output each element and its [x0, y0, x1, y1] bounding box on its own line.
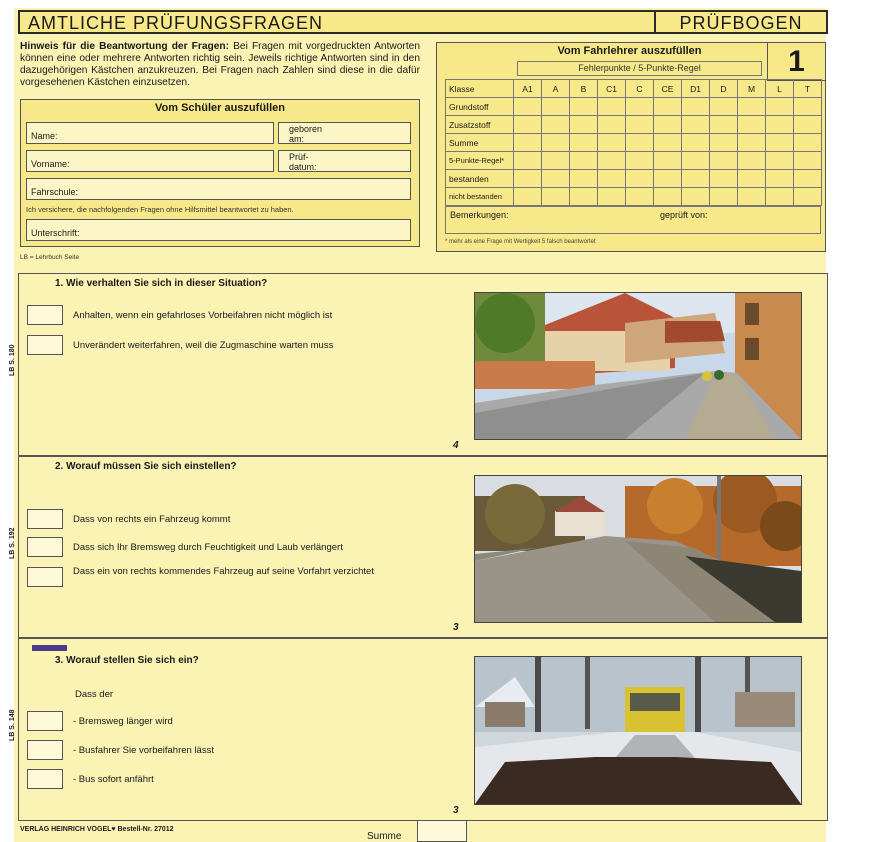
autumn-road-image — [475, 476, 801, 622]
snowy-bus-image — [475, 657, 801, 804]
rule-footnote: * mehr als eine Frage mit Wertigkeit 5 falsch beantwortet — [445, 239, 596, 245]
answer-text: Dass von rechts ein Fahrzeug kommt — [73, 514, 231, 525]
table-header-cell: Klasse — [446, 80, 514, 98]
table-header-cell: M — [738, 80, 766, 98]
birthdate-field[interactable] — [278, 122, 411, 144]
answer-text: - Bremsweg länger wird — [73, 716, 173, 727]
sum-label: Summe — [367, 831, 402, 842]
assurance-text: Ich versichere, die nachfolgenden Fragen ohne Hilfsmittel beantwortet zu haben. — [26, 205, 294, 214]
answer-checkbox[interactable] — [27, 537, 63, 557]
error-points-heading: Fehlerpunkte / 5-Punkte-Regel — [517, 61, 762, 76]
table-row — [446, 116, 822, 134]
table-header-cell: D — [710, 80, 738, 98]
instructions-heading: Hinweis für die Beantwortung der Fragen: — [20, 41, 230, 52]
table-header-cell: T — [794, 80, 822, 98]
answer-checkbox[interactable] — [27, 740, 63, 760]
table-header-row — [446, 80, 822, 98]
section-marker — [32, 645, 67, 651]
signature-label: Unterschrift: — [31, 228, 80, 238]
question-title: 1. Wie verhalten Sie sich in dieser Situation? — [55, 278, 268, 289]
firstname-field[interactable] — [26, 150, 274, 172]
name-label: Name: — [31, 131, 58, 141]
lb-page-ref: LB S. 192 — [9, 527, 16, 559]
question-1 — [9, 273, 828, 456]
teacher-section-heading: Vom Fahrlehrer auszufüllen — [557, 45, 702, 57]
table-header-cell: B — [570, 80, 598, 98]
row-label: Zusatzstoff — [446, 116, 514, 134]
grading-table — [445, 79, 822, 206]
table-header-cell: L — [766, 80, 794, 98]
answer-text: Dass ein von rechts kommendes Fahrzeug auf seine Vorfahrt verzichtet — [73, 566, 374, 577]
sheet-type-label: PRÜFBOGEN — [654, 12, 826, 32]
answer-text: - Busfahrer Sie vorbeifahren lässt — [73, 745, 214, 756]
remarks-field[interactable] — [445, 206, 821, 234]
publisher-imprint: VERLAG HEINRICH VOGEL♥ Bestell-Nr. 27012 — [20, 826, 174, 833]
answer-text: Unverändert weiterfahren, weil die Zugmaschine warten muss — [73, 340, 334, 351]
firstname-label: Vorname: — [31, 159, 70, 169]
name-field[interactable] — [26, 122, 274, 144]
exam-date-label: Prüf- datum: — [289, 152, 317, 172]
row-label: nicht bestanden — [446, 188, 514, 206]
driving-school-label: Fahrschule: — [31, 187, 79, 197]
answer-checkbox[interactable] — [27, 509, 63, 529]
student-section-heading: Vom Schüler auszufüllen — [155, 102, 285, 114]
teacher-section — [436, 42, 826, 252]
question-title: 2. Worauf müssen Sie sich einstellen? — [55, 461, 237, 472]
lb-note: LB = Lehrbuch Seite — [20, 254, 80, 261]
instructions — [20, 41, 420, 89]
row-label: Grundstoff — [446, 98, 514, 116]
table-header-cell: C — [626, 80, 654, 98]
village-street-image — [475, 293, 801, 439]
table-header-cell: A1 — [514, 80, 542, 98]
answer-checkbox[interactable] — [27, 335, 63, 355]
exam-date-field[interactable] — [278, 150, 411, 172]
question-points: 3 — [453, 622, 459, 633]
page-header — [18, 10, 828, 34]
table-header-cell: A — [542, 80, 570, 98]
table-header-cell: CE — [654, 80, 682, 98]
checked-by-label: geprüft von: — [660, 210, 708, 220]
instructions-text: Bei Fragen mit vorgedruckten Antworten können eine oder mehrere Antworten richtig sein. Jeweils richtige Antworten sind in den dazugehörigen Kästchen anzukreuzen. Bei Fragen nach Zahlen sind diese in die dafür vorgesehenen Kästchen einzusetzen. — [20, 41, 420, 88]
question-3 — [9, 638, 828, 821]
answer-text: Dass sich Ihr Bremsweg durch Feuchtigkeit und Laub verlängert — [73, 542, 343, 553]
page-title: AMTLICHE PRÜFUNGSFRAGEN — [28, 13, 324, 33]
lb-page-ref: LB S. 180 — [9, 344, 16, 376]
question-points: 4 — [453, 440, 459, 451]
situation-photo-autumn-road — [474, 475, 802, 623]
question-points: 3 — [453, 805, 459, 816]
signature-field[interactable] — [26, 219, 411, 241]
answer-text: - Bus sofort anfährt — [73, 774, 154, 785]
answer-checkbox[interactable] — [27, 567, 63, 587]
answer-checkbox[interactable] — [27, 769, 63, 789]
birthdate-label: geboren am: — [289, 124, 323, 144]
sum-input-box[interactable] — [417, 820, 467, 842]
student-section — [20, 99, 420, 247]
question-2 — [9, 456, 828, 638]
answer-checkbox[interactable] — [27, 305, 63, 325]
driving-school-field[interactable] — [26, 178, 411, 200]
situation-photo-village-street — [474, 292, 802, 440]
answer-text: Anhalten, wenn ein gefahrloses Vorbeifahren nicht möglich ist — [73, 310, 333, 321]
table-row — [446, 170, 822, 188]
situation-photo-snowy-bus — [474, 656, 802, 805]
lb-page-ref: LB S. 148 — [9, 709, 16, 741]
row-label: Summe — [446, 134, 514, 152]
table-row — [446, 152, 822, 170]
answer-intro: Dass der — [75, 689, 114, 700]
table-header-cell: C1 — [598, 80, 626, 98]
sheet-number: 1 — [767, 43, 825, 81]
row-label: bestanden — [446, 170, 514, 188]
remarks-label: Bemerkungen: — [450, 210, 509, 220]
table-row — [446, 134, 822, 152]
table-row — [446, 98, 822, 116]
question-title: 3. Worauf stellen Sie sich ein? — [55, 655, 199, 666]
table-header-cell: D1 — [682, 80, 710, 98]
table-row — [446, 188, 822, 206]
row-label: 5-Punkte-Regel* — [446, 152, 514, 170]
answer-checkbox[interactable] — [27, 711, 63, 731]
